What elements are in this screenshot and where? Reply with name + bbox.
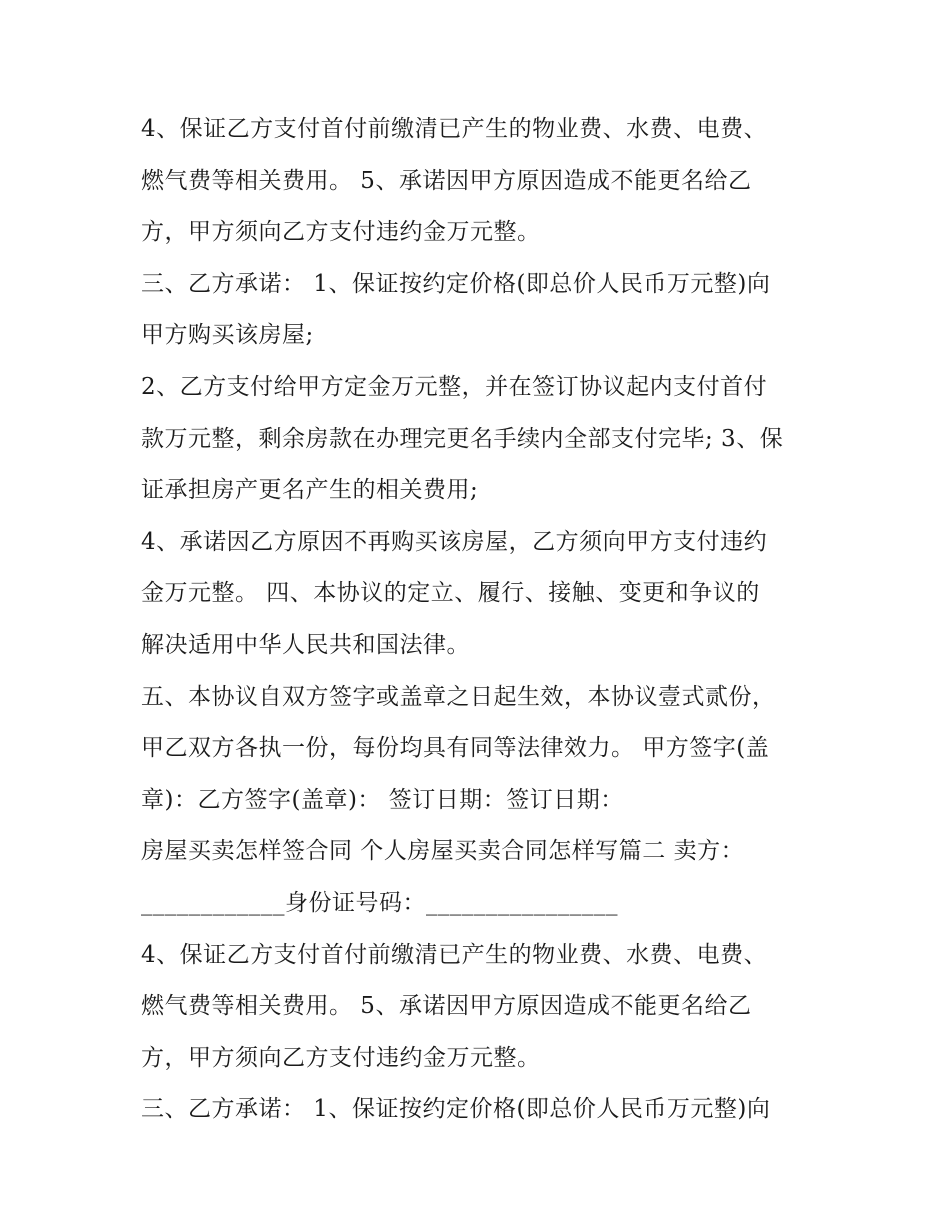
- text-line: 方，甲方须向乙方支付违约金万元整。: [141, 219, 541, 246]
- text-line: 甲方购买该房屋;: [141, 322, 314, 349]
- text-line: 五、本协议自双方签字或盖章之日起生效，本协议壹式贰份，: [141, 683, 776, 710]
- text-line: 4、承诺因乙方原因不再购买该房屋，乙方须向甲方支付违约: [141, 528, 768, 555]
- text-line: 房屋买卖怎样签合同 个人房屋买卖合同怎样写篇二 卖方：: [141, 838, 745, 865]
- text-line: 章)：乙方签字(盖章)： 签订日期：签订日期：: [141, 786, 624, 813]
- text-line: 4、保证乙方支付首付前缴清已产生的物业费、水费、电费、: [141, 941, 768, 968]
- document-text-body: [141, 104, 821, 1136]
- text-line: 2、乙方支付给甲方定金万元整，并在签订协议起内支付首付: [141, 373, 768, 400]
- text-line: 燃气费等相关费用。 5、承诺因甲方原因造成不能更名给乙: [141, 993, 752, 1020]
- text-line: 款万元整，剩余房款在办理完更名手续内全部支付完毕; 3、保: [141, 425, 784, 452]
- text-line: 三、乙方承诺： 1、保证按约定价格(即总价人民币万元整)向: [141, 270, 771, 297]
- text-line: 燃气费等相关费用。 5、承诺因甲方原因造成不能更名给乙: [141, 167, 752, 194]
- text-line: 金万元整。 四、本协议的定立、履行、接触、变更和争议的: [141, 580, 760, 607]
- text-line: 甲乙双方各执一份，每份均具有同等法律效力。 甲方签字(盖: [141, 735, 770, 762]
- text-line: 方，甲方须向乙方支付违约金万元整。: [141, 1044, 541, 1071]
- text-line: 4、保证乙方支付首付前缴清已产生的物业费、水费、电费、: [141, 116, 768, 142]
- text-line: 三、乙方承诺： 1、保证按约定价格(即总价人民币万元整)向: [141, 1096, 771, 1123]
- text-line: 解决适用中华人民共和国法律。: [141, 631, 470, 658]
- text-line: 证承担房产更名产生的相关费用;: [141, 477, 479, 504]
- text-line: ____________身份证号码：________________: [141, 889, 618, 916]
